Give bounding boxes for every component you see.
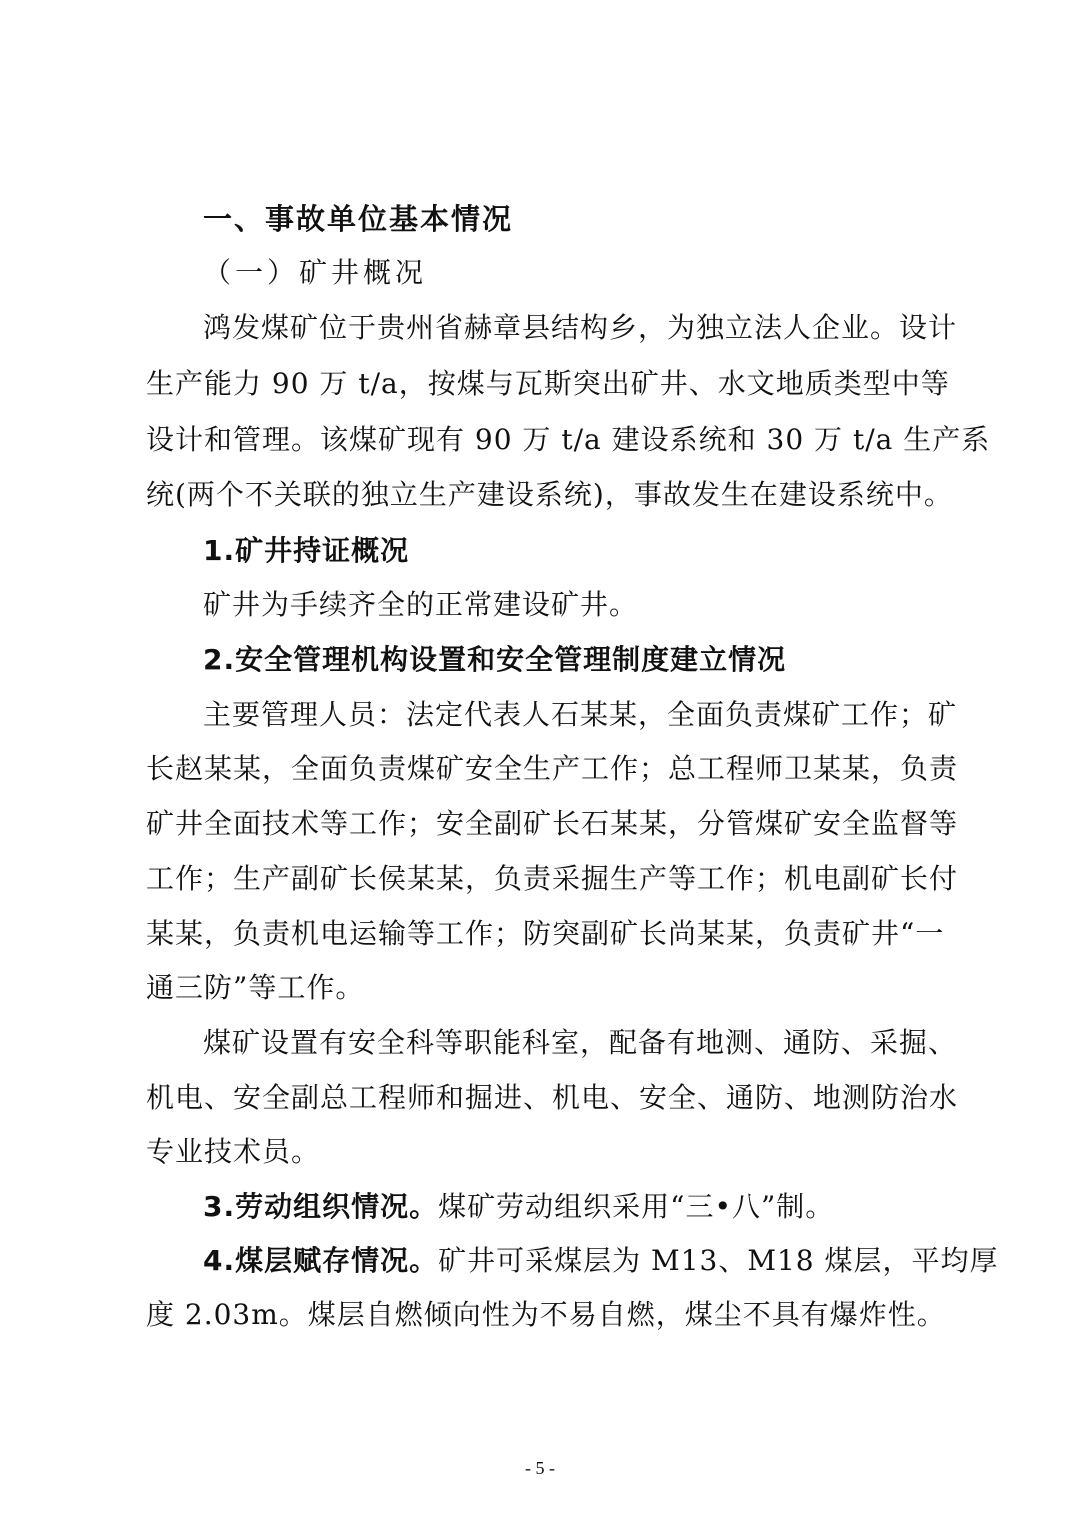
item-text: 煤矿劳动组织采用“三•八”制。 [438, 1190, 835, 1223]
item-heading: 4.煤层赋存情况。 [203, 1244, 439, 1277]
paragraph-line: 长赵某某，全面负责煤矿安全生产工作；总工程师卫某某，负责 [146, 752, 959, 785]
subsection-title: （一）矿井概况 [203, 256, 428, 289]
paragraph-line: 矿井全面技术等工作；安全副矿长石某某，分管煤矿安全监督等 [146, 807, 959, 840]
item-heading: 1.矿井持证概况 [203, 534, 410, 567]
paragraph-line: 某某，负责机电运输等工作；防突副矿长尚某某，负责矿井“一 [146, 917, 945, 950]
paragraph-line: 专业技术员。 [146, 1135, 321, 1168]
paragraph-line: 矿井为手续齐全的正常建设矿井。 [203, 588, 639, 621]
paragraph-line: 设计和管理。该煤矿现有 90 万 t/a 建设系统和 30 万 t/a 生产系 [146, 423, 991, 456]
paragraph-line: 度 2.03m。煤层自燃倾向性为不易自燃，煤尘不具有爆炸性。 [146, 1298, 946, 1331]
item-heading: 3.劳动组织情况。 [203, 1190, 439, 1223]
paragraph-line: 工作；生产副矿长侯某某，负责采掘生产等工作；机电副矿长付 [146, 862, 959, 895]
item-text: 矿井可采煤层为 M13、M18 煤层，平均厚 [438, 1244, 999, 1277]
paragraph-line: 机电、安全副总工程师和掘进、机电、安全、通防、地测防治水 [146, 1081, 959, 1114]
paragraph-line: 鸿发煤矿位于贵州省赫章县结构乡，为独立法人企业。设计 [203, 311, 958, 344]
paragraph-line: 生产能力 90 万 t/a，按煤与瓦斯突出矿井、水文地质类型中等 [146, 367, 950, 400]
page-number: - 5 - [525, 1458, 555, 1478]
paragraph-line: 通三防”等工作。 [146, 971, 365, 1004]
paragraph-line: 主要管理人员：法定代表人石某某，全面负责煤矿工作；矿 [203, 698, 958, 731]
paragraph-line: 统(两个不关联的独立生产建设系统)，事故发生在建设系统中。 [146, 478, 953, 511]
section-title: 一、事故单位基本情况 [203, 202, 514, 236]
item3-line [203, 1187, 1003, 1227]
item-heading: 2.安全管理机构设置和安全管理制度建立情况 [203, 643, 787, 676]
paragraph-line: 煤矿设置有安全科等职能科室，配备有地测、通防、采掘、 [203, 1026, 958, 1059]
item4-line [203, 1241, 999, 1281]
